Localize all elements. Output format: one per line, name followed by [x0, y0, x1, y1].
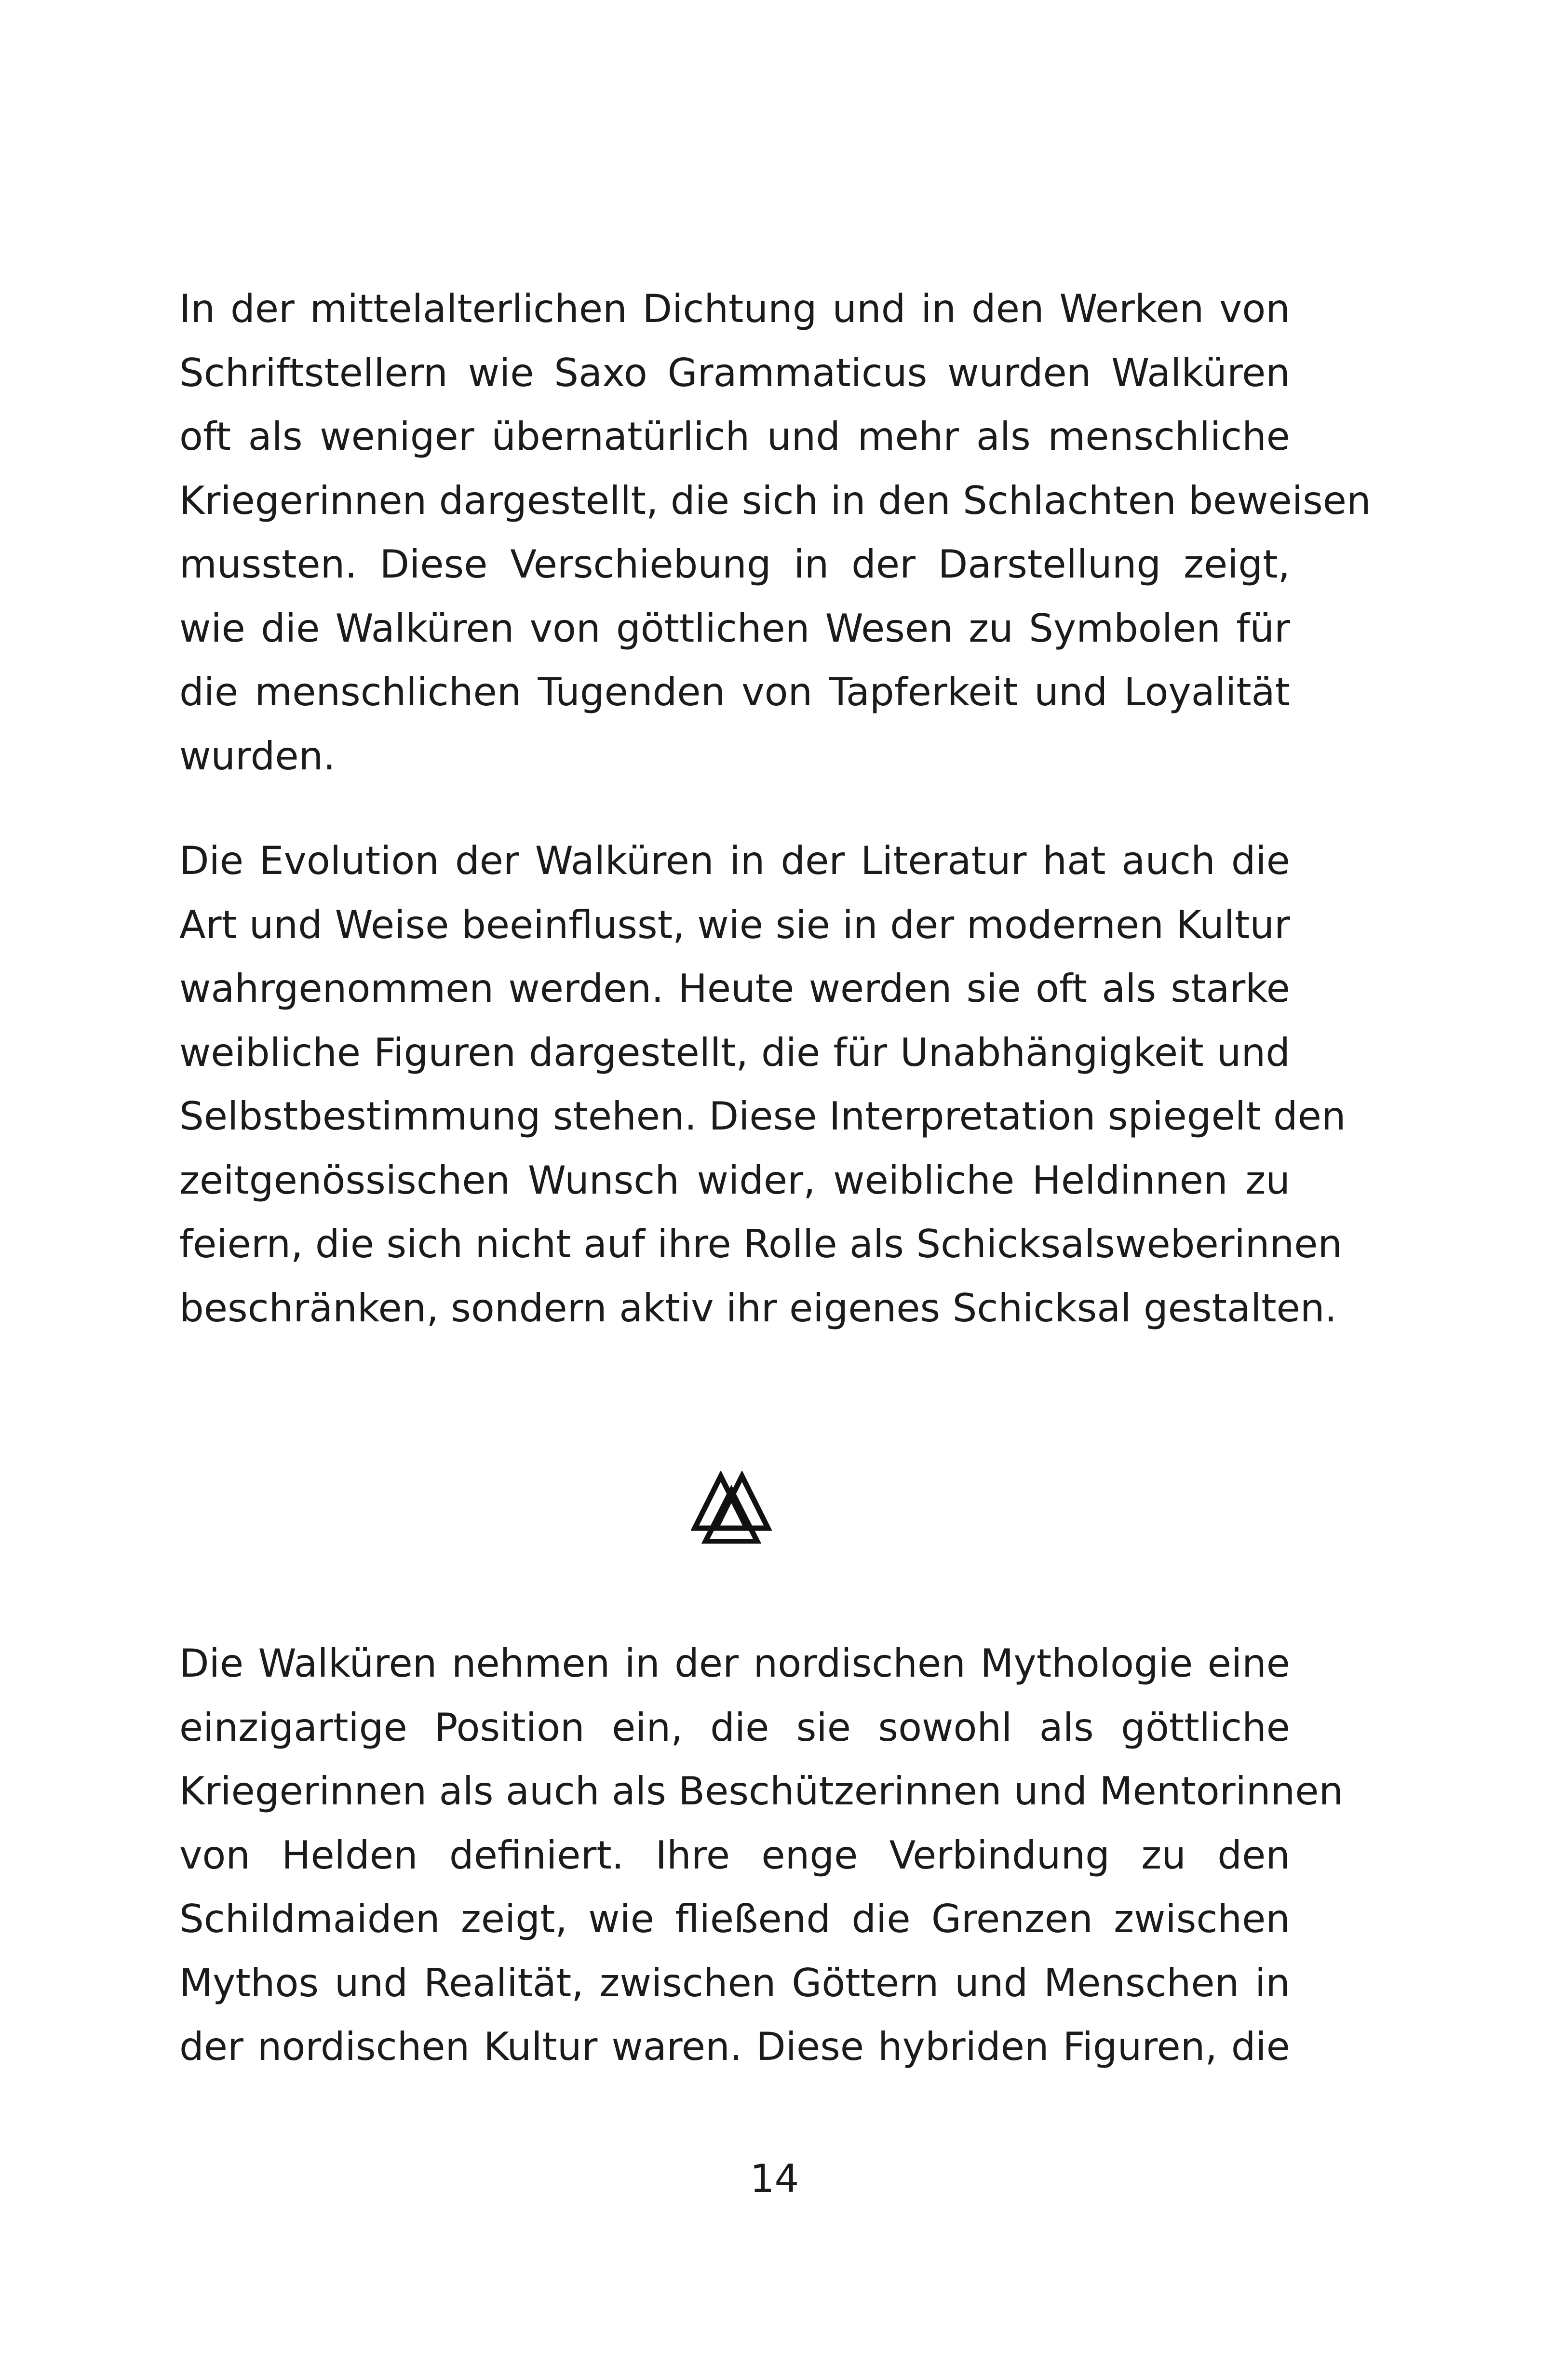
- text-line: Die Walküren nehmen in der nordischen Mythologie eine: [179, 1641, 1290, 1686]
- text-line: Schildmaiden zeigt, wie fließend die Grenzen zwischen: [179, 1896, 1290, 1941]
- text-line: wie die Walküren von göttlichen Wesen zu Symbolen für: [179, 605, 1290, 651]
- paragraph-text: [179, 829, 1346, 1340]
- paragraph-2: [179, 829, 1346, 1340]
- text-line: Die Evolution der Walküren in der Literatur hat auch die: [179, 838, 1290, 883]
- text-line: Art und Weise beeinflusst, wie sie in der modernen Kultur: [179, 902, 1290, 947]
- text-line: wahrgenommen werden. Heute werden sie oft als starke: [179, 966, 1290, 1011]
- text-line: Kriegerinnen dargestellt, die sich in den Schlachten beweisen: [179, 478, 1371, 523]
- text-line: einzigartige Position ein, die sie sowohl als göttliche: [179, 1705, 1290, 1750]
- text-line: feiern, die sich nicht auf ihre Rolle als Schicksalsweberinnen: [179, 1222, 1343, 1266]
- paragraph-text: [179, 277, 1371, 788]
- text-line: In der mittelalterlichen Dichtung und in den Werken von: [179, 286, 1290, 331]
- text-line: die menschlichen Tugenden von Tapferkeit und Loyalität: [179, 670, 1290, 714]
- paragraph-text: [179, 1632, 1344, 2079]
- text-line: der nordischen Kultur waren. Diese hybriden Figuren, die: [179, 2024, 1290, 2069]
- paragraph-1: [179, 277, 1371, 788]
- text-line: beschränken, sondern aktiv ihr eigenes Schicksal gestalten.: [179, 1285, 1337, 1331]
- text-line: oft als weniger übernatürlich und mehr als menschliche: [179, 414, 1290, 459]
- text-line: von Helden definiert. Ihre enge Verbindung zu den: [179, 1832, 1290, 1878]
- paragraph-3: [179, 1632, 1344, 2079]
- valknut-icon: [691, 1471, 772, 1544]
- text-line: Kriegerinnen als auch als Beschützerinnen und Mentorinnen: [179, 1769, 1344, 1814]
- text-line: zeitgenössischen Wunsch wider, weibliche Heldinnen zu: [179, 1157, 1290, 1203]
- text-line: Selbstbestimmung stehen. Diese Interpretation spiegelt den: [179, 1094, 1346, 1139]
- text-line: Schriftstellern wie Saxo Grammaticus wurden Walküren: [179, 350, 1290, 395]
- page-number: 14: [750, 2156, 799, 2201]
- text-line: mussten. Diese Verschiebung in der Darstellung zeigt,: [179, 542, 1290, 587]
- text-line: wurden.: [179, 733, 336, 779]
- text-line: weibliche Figuren dargestellt, die für Unabhängigkeit und: [179, 1030, 1290, 1075]
- text-line: Mythos und Realität, zwischen Göttern und Menschen in: [179, 1960, 1290, 2005]
